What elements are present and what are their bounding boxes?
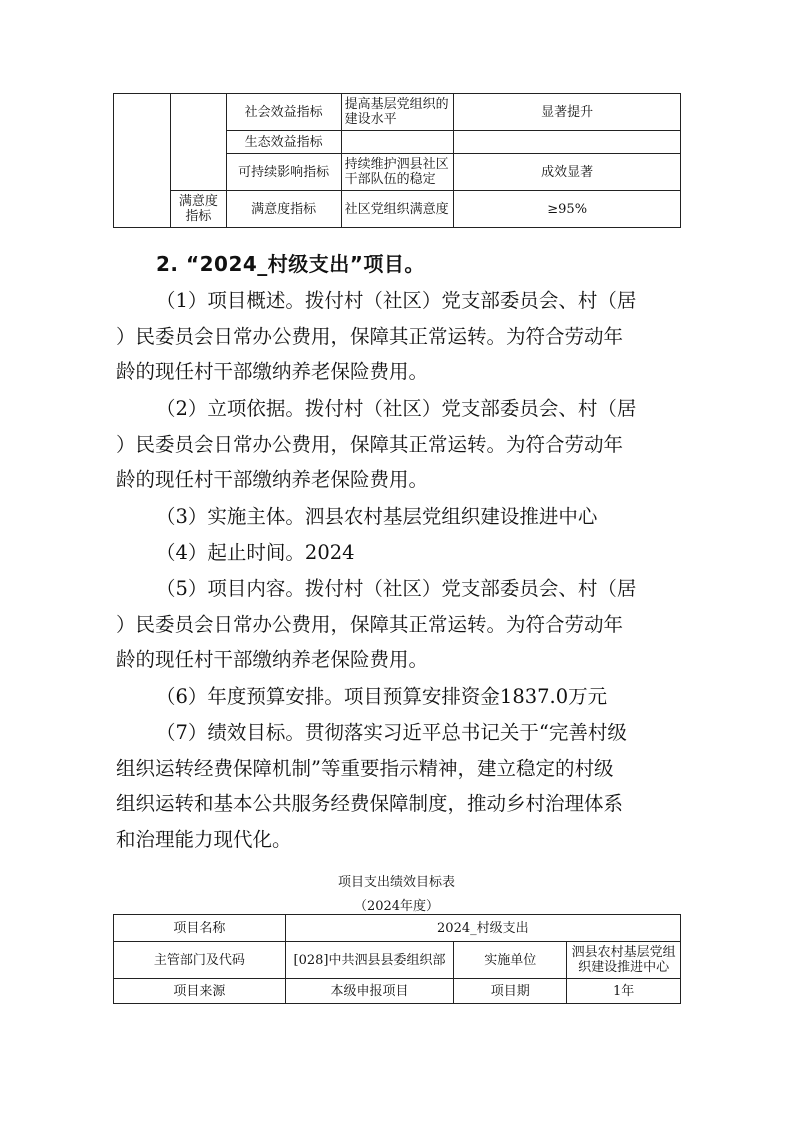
table-year: （2024年度）: [353, 899, 440, 914]
table-row: [114, 942, 681, 979]
table-cell: 2024_村级支出: [285, 915, 680, 942]
text-line: 龄的现任村干部缴纳养老保险费用。: [116, 468, 429, 491]
table-row: [114, 94, 681, 131]
table-cell: 本级申报项目: [285, 979, 454, 1004]
table-cell: 1年: [567, 979, 681, 1004]
text-line: 组织运转和基本公共服务经费保障制度，推动乡村治理体系: [116, 792, 624, 815]
text-line: 龄的现任村干部缴纳养老保险费用。: [116, 648, 429, 671]
text-line: （6）年度预算安排。项目预算安排资金1837.0万元: [156, 685, 608, 708]
performance-indicator-table-top: [113, 93, 681, 228]
paragraph-implementer: [116, 499, 684, 535]
table-cell: 满意度指标: [170, 191, 226, 228]
text-line: （4）起止时间。2024: [156, 541, 355, 564]
table-cell: 可持续影响指标: [226, 154, 341, 191]
table-row: [114, 915, 681, 942]
table-cell: 社会效益指标: [226, 94, 341, 131]
table-cell: [341, 131, 454, 154]
project-expenditure-table: [113, 914, 681, 1004]
table-cell: 成效显著: [454, 154, 681, 191]
table-cell: [454, 131, 681, 154]
table-cell: [028]中共泗县县委组织部: [285, 942, 454, 979]
table-cell: 项目来源: [114, 979, 286, 1004]
paragraph-goal: [116, 715, 684, 857]
text-line: 龄的现任村干部缴纳养老保险费用。: [116, 360, 429, 383]
table-cell: 项目名称: [114, 915, 286, 942]
table-caption: 项目支出绩效目标表: [337, 875, 455, 890]
table-cell: 显著提升: [454, 94, 681, 131]
table-cell: 提高基层党组织的建设水平: [341, 94, 454, 131]
table-row: [114, 191, 681, 228]
paragraph-content: [116, 571, 684, 678]
table-cell: 生态效益指标: [226, 131, 341, 154]
table-cell: 泗县农村基层党组织建设推进中心: [567, 942, 681, 979]
table-cell: 满意度指标: [226, 191, 341, 228]
text-line: ）民委员会日常办公费用，保障其正常运转。为符合劳动年: [116, 324, 624, 348]
text-line: ）民委员会日常办公费用，保障其正常运转。为符合劳动年: [116, 432, 624, 456]
table-row: [114, 979, 681, 1004]
paragraph-period: [116, 535, 684, 571]
table-cell: 主管部门及代码: [114, 942, 286, 979]
text-line: （5）项目内容。拨付村（社区）党支部委员会、村（居: [156, 577, 637, 600]
table-cell: [114, 94, 171, 228]
table-cell: ≥95%: [454, 191, 681, 228]
text-line: ）民委员会日常办公费用，保障其正常运转。为符合劳动年: [116, 612, 624, 636]
text-line: （7）绩效目标。贯彻落实习近平总书记关于“完善村级: [156, 721, 627, 744]
table-cell: 社区党组织满意度: [341, 191, 454, 228]
table-cell: [170, 94, 226, 191]
text-line: （2）立项依据。拨付村（社区）党支部委员会、村（居: [156, 397, 637, 420]
section-heading: 2. “2024_村级支出”项目。: [156, 252, 425, 276]
paragraph-budget: [116, 679, 684, 715]
table-cell: 实施单位: [454, 942, 567, 979]
text-line: 组织运转经费保障机制”等重要指示精神，建立稳定的村级: [116, 756, 614, 780]
table-cell: 持续维护泗县社区干部队伍的稳定: [341, 154, 454, 191]
text-line: （1）项目概述。拨付村（社区）党支部委员会、村（居: [156, 289, 637, 312]
table-cell: 项目期: [454, 979, 567, 1004]
paragraph-basis: [116, 391, 684, 498]
text-line: （3）实施主体。泗县农村基层党组织建设推进中心: [156, 505, 598, 528]
text-line: 和治理能力现代化。: [116, 827, 292, 851]
paragraph-overview: [116, 283, 684, 390]
